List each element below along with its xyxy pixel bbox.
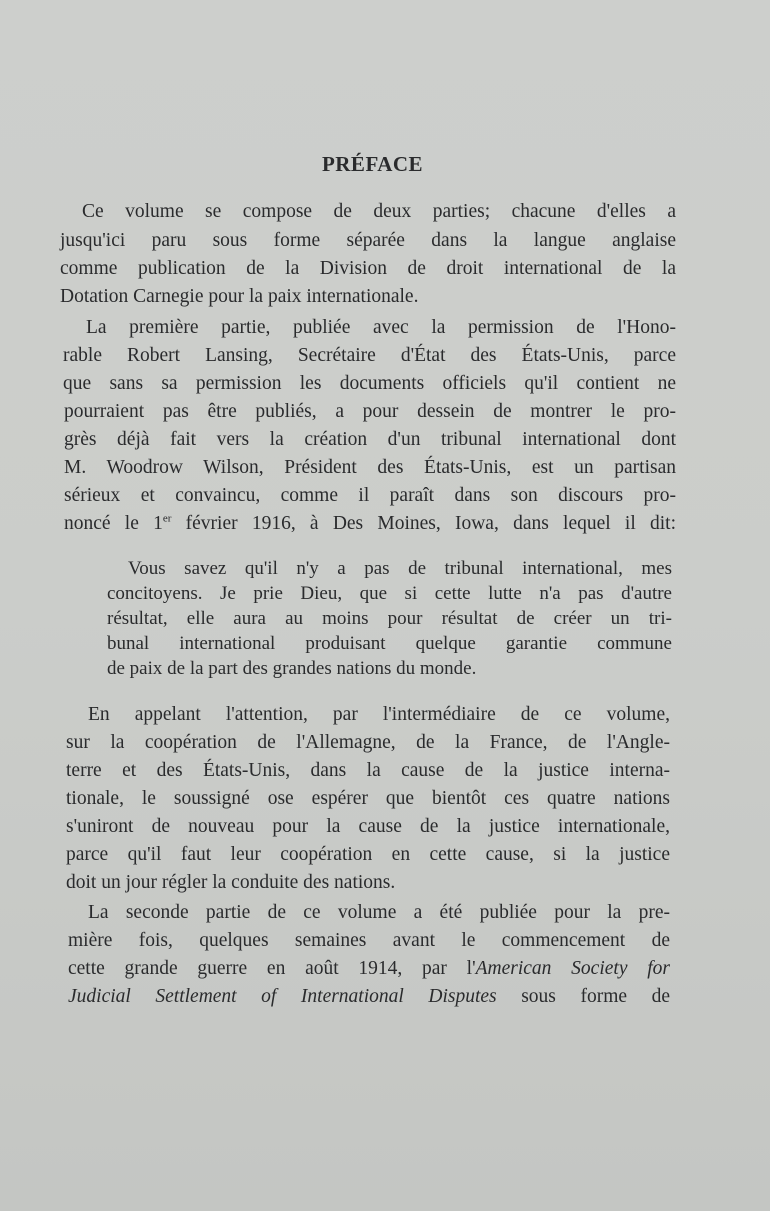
text-line (68, 955, 670, 983)
text-segment: noncé le 1 (64, 513, 163, 534)
quote-line: concitoyens. Je prie Dieu, que si cette lutte n'a pas d'autre (107, 583, 672, 604)
text-segment: sous forme de (496, 986, 670, 1007)
italic-segment: American Society for (475, 958, 670, 979)
text-line: sérieux et convaincu, comme il paraît dans son discours pro- (64, 485, 676, 506)
text-line: pourraient pas être publiés, a pour dessein de montrer le pro- (64, 401, 676, 422)
quote-line: de paix de la part des grandes nations du monde. (107, 658, 477, 679)
text-line: doit un jour régler la conduite des nations. (66, 872, 396, 893)
text-line: Dotation Carnegie pour la paix internationale. (60, 286, 419, 307)
text-line: comme publication de la Division de droit international de la (60, 258, 676, 279)
text-line: La première partie, publiée avec la permission de l'Hono- (86, 317, 676, 338)
text-line: En appelant l'attention, par l'intermédiaire de ce volume, (88, 704, 670, 725)
page-title: PRÉFACE (321, 152, 424, 176)
text-line: parce qu'il faut leur coopération en cette cause, si la justice (66, 844, 670, 865)
text-line: Ce volume se compose de deux parties; chacune d'elles a (82, 201, 676, 222)
text-line: La seconde partie de ce volume a été publiée pour la pre- (88, 902, 670, 923)
text-line: mière fois, quelques semaines avant le commencement de (68, 930, 670, 951)
text-line: rable Robert Lansing, Secrétaire d'État des États-Unis, parce (63, 345, 676, 366)
text-line: terre et des États-Unis, dans la cause de la justice interna- (66, 760, 670, 781)
text-line (64, 510, 676, 538)
text-segment: cette grande guerre en août 1914, par l' (68, 958, 476, 979)
text-line (68, 983, 670, 1011)
text-line: s'uniront de nouveau pour la cause de la justice internationale, (66, 816, 670, 837)
text-segment: février 1916, à Des Moines, Iowa, dans lequel il dit: (171, 513, 676, 534)
text-line: tionale, le soussigné ose espérer que bientôt ces quatre nations (66, 788, 670, 809)
quote-line: Vous savez qu'il n'y a pas de tribunal international, mes (128, 558, 672, 579)
text-line: sur la coopération de l'Allemagne, de la France, de l'Angle- (66, 732, 670, 753)
quote-line: résultat, elle aura au moins pour résultat de créer un tri- (107, 608, 672, 629)
superscript: er (162, 512, 172, 525)
text-line: que sans sa permission les documents officiels qu'il contient ne (63, 373, 676, 394)
italic-segment: Judicial Settlement of International Disputes (68, 986, 497, 1007)
text-line: M. Woodrow Wilson, Président des États-Unis, est un partisan (64, 457, 676, 478)
text-line: jusqu'ici paru sous forme séparée dans la langue anglaise (60, 230, 676, 251)
quote-line: bunal international produisant quelque garantie commune (107, 633, 672, 654)
text-line: grès déjà fait vers la création d'un tribunal international dont (64, 429, 676, 450)
